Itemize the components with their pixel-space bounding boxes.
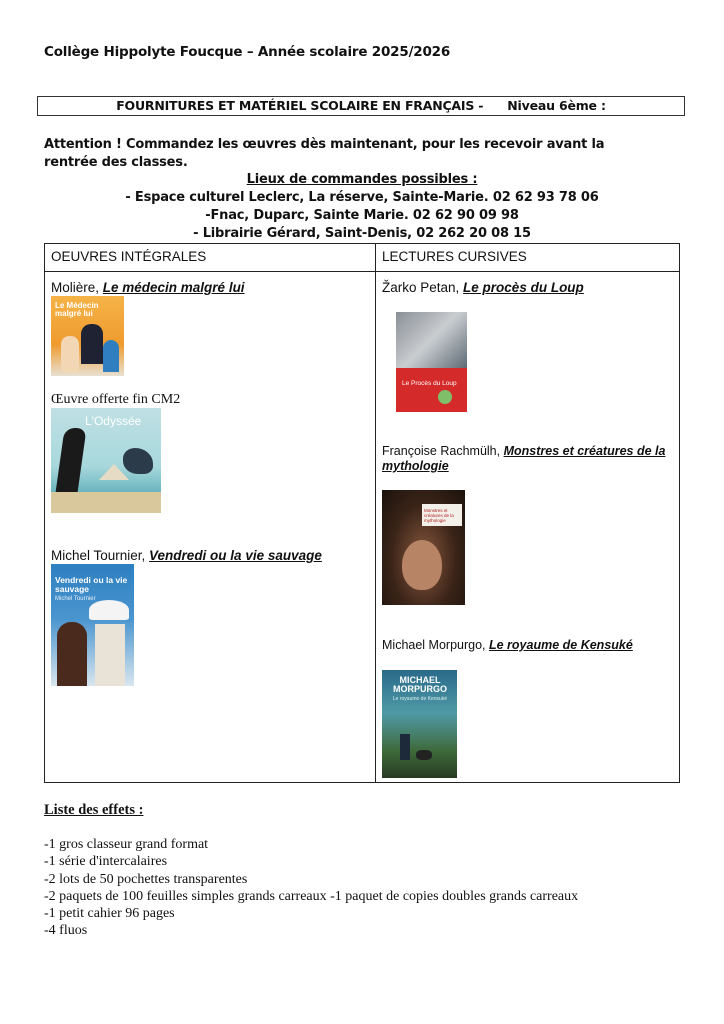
book-title: Le royaume de Kensuké (489, 638, 633, 652)
col-header-lectures: LECTURES CURSIVES (376, 244, 680, 272)
cover-vendredi (51, 564, 134, 686)
figure-shape (57, 622, 87, 686)
store-gerard: - Librairie Gérard, Saint-Denis, 02 262 20 08 15 (193, 226, 531, 241)
effets-list (44, 836, 578, 940)
dog-shape (416, 750, 432, 760)
book-author: Michael Morpurgo, (382, 638, 489, 652)
book-entry-kensuke (382, 638, 633, 652)
list-item: -1 petit cahier 96 pages (44, 906, 175, 922)
cover-subtitle: Le royaume de Kensuké (392, 696, 448, 702)
figure-shape (400, 734, 410, 760)
cover-title: Le Médecin malgré lui (55, 301, 99, 318)
school-year-header: Collège Hippolyte Foucque – Année scolaire 2025/2026 (44, 44, 451, 60)
level-label: Niveau 6ème : (507, 98, 606, 113)
oeuvres-cell (45, 272, 376, 783)
umbrella-shape (89, 600, 129, 620)
lieux-heading: Lieux de commandes possibles : (246, 172, 478, 187)
book-title: Vendredi ou la vie sauvage (149, 548, 322, 563)
figure-shape (61, 336, 79, 372)
book-author: Žarko Petan, (382, 280, 464, 295)
page-title: FOURNITURES ET MATÉRIEL SCOLAIRE EN FRANÇAIS - (116, 98, 484, 113)
cover-title: Le Procès du Loup (402, 380, 457, 387)
col-header-oeuvres: OEUVRES INTÉGRALES (45, 244, 376, 272)
cover-medecin (51, 296, 124, 376)
book-author: Molière, (51, 280, 103, 295)
figure-shape (95, 624, 125, 686)
cover-title: MICHAEL MORPURGO (393, 675, 447, 694)
books-table (44, 243, 680, 783)
book-entry-vendredi (51, 548, 322, 563)
page-title-box (37, 96, 685, 116)
book-title: Monstres et créatures de la mythologie (382, 444, 666, 473)
store-leclerc: - Espace culturel Leclerc, La réserve, Sainte-Marie. 02 62 93 78 06 (125, 190, 599, 205)
list-item: -4 fluos (44, 923, 88, 939)
book-author: Françoise Rachmülh, (382, 444, 504, 458)
cover-title: Vendredi ou la vie sauvage (55, 575, 128, 594)
list-item: -2 lots de 50 pochettes transparentes (44, 871, 248, 887)
list-item: -1 gros classeur grand format (44, 837, 209, 852)
list-item: -2 paquets de 100 feuilles simples grands carreaux -1 paquet de copies doubles grands carreaux (44, 888, 579, 904)
list-item: -1 série d'intercalaires (44, 854, 168, 870)
book-author: Michel Tournier, (51, 548, 150, 563)
effets-heading: Liste des effets : (44, 802, 144, 818)
face-shape (402, 540, 442, 590)
attention-notice: Attention ! Commandez les œuvres dès maintenant, pour les recevoir avant la rentrée des classes. (44, 137, 605, 170)
cover-title: L'Odyssée (85, 414, 142, 428)
oeuvre-offerte-note: Œuvre offerte fin CM2 (51, 392, 181, 407)
cover-kensuke (382, 670, 457, 778)
cover-monstres (382, 490, 465, 605)
lectures-cell (376, 272, 680, 783)
book-title: Le médecin malgré lui (102, 280, 245, 295)
cover-title: Monstres et créatures de la mythologie (424, 508, 454, 523)
shore-shape (51, 492, 161, 513)
book-entry-monstres (382, 444, 680, 474)
cover-author: Michel Tournier (55, 596, 96, 602)
book-title: Le procès du Loup (463, 280, 584, 295)
creature-shape (123, 448, 153, 474)
cover-proces (396, 312, 467, 412)
book-entry-proces (382, 280, 584, 295)
store-fnac: -Fnac, Duparc, Sainte Marie. 02 62 90 09 98 (205, 208, 519, 223)
cover-label-box (422, 504, 462, 526)
cover-odyssee (51, 408, 161, 513)
illustration-shape (396, 312, 467, 368)
figure-shape (103, 340, 119, 372)
badge-icon (438, 390, 452, 404)
book-entry-medecin (51, 280, 245, 295)
figure-shape (81, 324, 103, 364)
